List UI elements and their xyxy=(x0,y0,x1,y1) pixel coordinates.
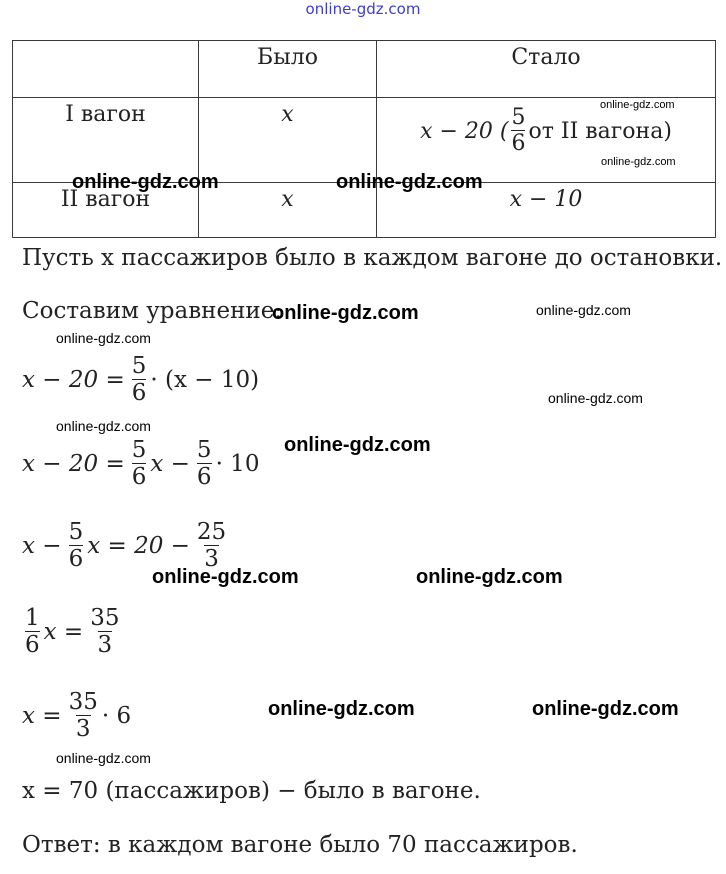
watermark-large: online-gdz.com xyxy=(284,434,431,456)
watermark-large: online-gdz.com xyxy=(336,171,483,193)
row-before-wagon-1: x xyxy=(199,98,377,183)
intro-text: Пусть x пассажиров было в каждом вагоне до остановки. xyxy=(22,245,723,271)
after-expression: x − 20 ( xyxy=(420,118,509,144)
watermark-large: online-gdz.com xyxy=(152,566,299,588)
header-watermark: online-gdz.com xyxy=(305,0,421,18)
equation-5: x = $\frac{35}{3}$ · 6 xyxy=(22,689,132,743)
equation-1: x − 20 = $\frac{5}{6}$ · (x − 10) xyxy=(22,353,260,407)
watermark-small: online-gdz.com xyxy=(56,418,151,434)
watermark-large: online-gdz.com xyxy=(272,302,419,324)
header-cell-empty xyxy=(13,41,199,98)
watermark-large: online-gdz.com xyxy=(416,566,563,588)
row-after-wagon-2: x − 10 xyxy=(377,183,716,238)
header-cell-before: Было xyxy=(199,41,377,98)
row-before-wagon-2: x xyxy=(199,183,377,238)
watermark-small: online-gdz.com xyxy=(600,99,675,111)
row-label-wagon-2: II вагон xyxy=(13,183,199,238)
data-table xyxy=(12,40,716,238)
after-suffix: от II вагона) xyxy=(528,118,672,144)
equation-4: $\frac{1}{6}$ x = $\frac{35}{3}$ xyxy=(25,605,120,659)
equation-3: x − $\frac{5}{6}$ x = 20 − $\frac{25}{3}$ xyxy=(22,519,227,573)
row-label-wagon-1: I вагон xyxy=(13,98,199,183)
table-header-row xyxy=(13,41,716,98)
header-cell-after: Стало xyxy=(377,41,716,98)
watermark-small: online-gdz.com xyxy=(56,330,151,346)
watermark-large: online-gdz.com xyxy=(72,171,219,193)
watermark-small: online-gdz.com xyxy=(536,302,631,318)
equation-6: x = 70 (пассажиров) − было в вагоне. xyxy=(22,778,481,804)
answer-text: Ответ: в каждом вагоне было 70 пассажиров. xyxy=(22,832,578,858)
after-fraction: $\frac{5}{6}$ xyxy=(511,105,526,157)
watermark-small: online-gdz.com xyxy=(601,156,676,168)
equation-2: x − 20 = $\frac{5}{6}$ x − $\frac{5}{6}$ · 10 xyxy=(22,437,260,491)
watermark-small: online-gdz.com xyxy=(548,390,643,406)
compose-text: Составим уравнение: xyxy=(22,298,283,324)
watermark-large: online-gdz.com xyxy=(532,698,679,720)
watermark-small: online-gdz.com xyxy=(56,750,151,766)
watermark-large: online-gdz.com xyxy=(268,698,415,720)
